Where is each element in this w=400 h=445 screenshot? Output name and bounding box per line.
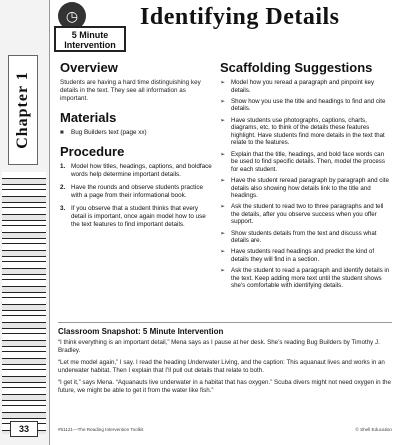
badge-line-2: Intervention: [64, 40, 116, 50]
chapter-label-text: Chapter 1: [14, 71, 31, 149]
page-title: Identifying Details: [140, 4, 340, 30]
procedure-step: [60, 205, 212, 229]
step-text: Have the rounds and observe students practice with a page from their informational book.: [71, 184, 203, 199]
procedure-heading: Procedure: [60, 144, 125, 159]
footer-left: #51121—The Reading Intervention Toolkit: [58, 427, 144, 432]
suggestion-text: Show how you use the title and headings to find and cite details.: [231, 97, 386, 113]
arrow-bullet-icon: ➢: [220, 116, 226, 124]
snapshot-paragraph: “Let me model again,” I say. I read the heading Underwater Living, and the caption: This aquanaut lives and works in an underwater habitat. Then I explain that I’ll pull out details that relate to both.: [58, 359, 385, 374]
suggestion-item: [220, 203, 392, 226]
suggestion-item: [220, 151, 392, 174]
snapshot-paragraph: “I get it,” says Mena. “Aquanauts live underwater in a habitat that has oxygen.” Scuba divers might not need oxygen in the future, we might be able to get it from the water like fish.”: [58, 379, 391, 394]
step-text: Model how titles, headings, captions, and boldface words help determine important details.: [71, 163, 212, 178]
overview-heading: Overview: [60, 60, 118, 75]
clock-icon: ◷: [58, 2, 86, 30]
arrow-bullet-icon: ➢: [220, 176, 226, 184]
suggestion-item: [220, 177, 392, 200]
snapshot-paragraph: “I think everything is an important detail,” Mena says as I pause at her desk. She’s reading Bug Builders by Timothy J. Bradley.: [58, 339, 380, 354]
classroom-snapshot: [58, 322, 392, 418]
suggestion-text: Have the student reread paragraph by paragraph and cite details also showing how details link to the title and headings.: [231, 176, 389, 200]
materials-section: [60, 110, 212, 137]
materials-heading: Materials: [60, 110, 117, 125]
materials-item: [60, 129, 212, 137]
suggestion-item: [220, 267, 392, 290]
suggestion-item: [220, 98, 392, 113]
step-number: 1.: [60, 163, 66, 170]
suggestion-text: Show students details from the text and discuss what details are.: [231, 229, 377, 245]
left-spine: [0, 0, 50, 445]
arrow-bullet-icon: ➢: [220, 79, 226, 86]
step-text: If you observe that a student thinks that every detail is important, once again model how to use the text features to find important details.: [71, 205, 206, 228]
overview-text: Students are having a hard time distinguishing key details in the text. They see all information as important.: [60, 79, 201, 102]
step-number: 2.: [60, 184, 66, 191]
left-column: [60, 60, 212, 236]
badge-line-1: 5 Minute: [71, 30, 109, 40]
overview-section: [60, 60, 212, 103]
intervention-badge: [54, 26, 126, 52]
procedure-step: [60, 163, 212, 179]
suggestion-item: [220, 230, 392, 245]
arrow-bullet-icon: ➢: [220, 203, 226, 211]
scaffolding-heading: Scaffolding Suggestions: [220, 60, 373, 75]
suggestion-text: Have students use photographs, captions, charts, diagrams, etc. to think of the details these features highlight. Have students find more details in the text that relate to the features.: [231, 116, 385, 147]
suggestion-item: [220, 117, 392, 147]
right-column: [220, 60, 392, 294]
materials-item-text: Bug Builders text (page xx): [71, 129, 147, 136]
snapshot-heading: Classroom Snapshot: 5 Minute Intervention: [58, 327, 224, 336]
book-stack-illustration: [2, 172, 46, 434]
arrow-bullet-icon: ➢: [220, 248, 226, 256]
suggestion-item: [220, 79, 392, 94]
procedure-step: [60, 184, 212, 200]
arrow-bullet-icon: ➢: [220, 150, 226, 158]
suggestion-text: Model how you reread a paragraph and pinpoint key details.: [231, 79, 375, 94]
arrow-bullet-icon: ➢: [220, 229, 226, 237]
footer: [58, 427, 392, 432]
footer-right: © Shell Education: [355, 427, 392, 432]
suggestion-text: Have students read headings and predict the kind of details they will find in a section.: [231, 248, 375, 264]
procedure-section: [60, 144, 212, 229]
arrow-bullet-icon: ➢: [220, 97, 226, 105]
page-number: 33: [10, 421, 38, 437]
procedure-steps: [60, 163, 212, 229]
square-bullet-icon: ■: [60, 129, 64, 136]
suggestion-text: Ask the student to read a paragraph and identify details in the text. Keep adding more text until the student shows she's comfortable with identifying details.: [231, 267, 390, 290]
suggestion-item: [220, 248, 392, 263]
suggestion-text: Explain that the title, headings, and bold face words can be used to find specific details. Then, model the process for each student.: [231, 150, 385, 173]
arrow-bullet-icon: ➢: [220, 267, 226, 275]
step-number: 3.: [60, 205, 66, 212]
chapter-label: [8, 55, 38, 165]
suggestion-text: Ask the student to read two to three paragraphs and tell the details, after you observe success when you offer support.: [231, 203, 384, 226]
